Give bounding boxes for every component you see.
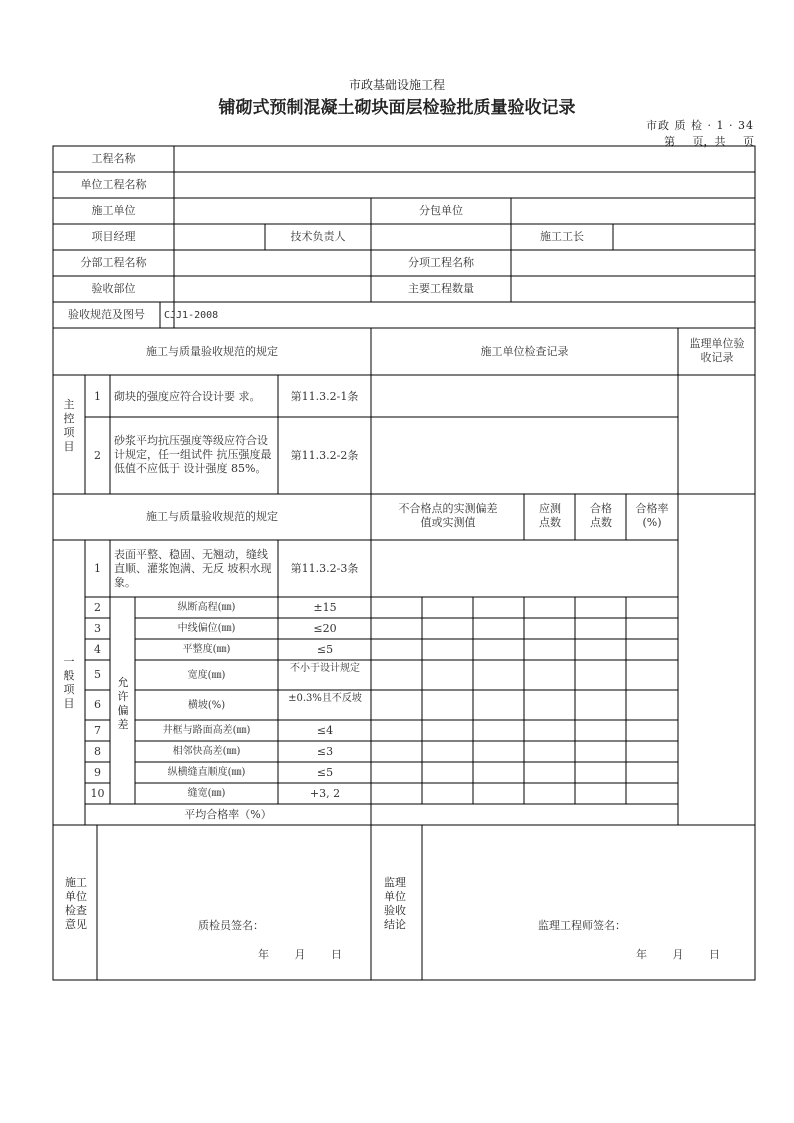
general-row-10-no: 10	[90, 786, 105, 800]
allow-deviation-label: 允许偏差	[117, 676, 129, 731]
subcontractor-label: 分包单位	[419, 204, 463, 217]
general-row-7-no: 7	[94, 723, 101, 737]
supertitle: 市政基础设施工程	[348, 78, 445, 92]
general-item-1-no: 1	[94, 562, 101, 575]
main-item-2-clause: 第11.3.2-2条	[290, 449, 359, 462]
form-code: 市政 质 检 · 1 · 34	[646, 119, 754, 132]
main-control-label: 主控项目	[63, 398, 75, 453]
supervisor-record-heading: 监理单位验收记录	[689, 337, 745, 364]
document-title: 铺砌式预制混凝土砌块面层检验批质量验收记录	[218, 98, 576, 118]
pass-points-heading: 合格点数	[590, 502, 612, 529]
contractor-opinion-label: 施工单位检查意见	[65, 876, 87, 931]
general-row-4-no: 4	[94, 642, 101, 656]
general-row-9-no: 9	[94, 765, 101, 779]
main-quantity-label: 主要工程数量	[408, 282, 474, 295]
sub-project-label: 分部工程名称	[80, 256, 147, 269]
general-row-2-name: 纵断高程(㎜)	[177, 602, 236, 613]
main-item-1-desc: 砌块的强度应符合设计要 求。	[114, 390, 261, 403]
pass-rate-heading: 合格率(%)	[635, 502, 669, 529]
general-row-8-no: 8	[94, 744, 101, 758]
general-item-1-desc: 表面平整、稳固、无翘动，缝线直顺、灌浆饱满、无反 坡积水现象。	[114, 548, 272, 589]
project-name-label: 工程名称	[91, 152, 136, 165]
average-pass-rate-label: 平均合格率（%）	[184, 808, 272, 821]
general-row-2-no: 2	[94, 600, 101, 614]
page-info: 第 页，共 页	[664, 135, 754, 148]
general-label: 一般项目	[63, 655, 75, 710]
item-project-label: 分项工程名称	[408, 256, 474, 269]
supervisor-date: 年 月 日	[636, 948, 720, 961]
general-row-5-no: 5	[94, 668, 101, 681]
main-item-2-no: 2	[94, 449, 101, 462]
spec-heading: 施工与质量验收规范的规定	[146, 345, 278, 358]
general-row-3-no: 3	[94, 621, 101, 635]
general-row-5-tolerance: 不小于设计规定	[290, 663, 360, 674]
general-row-9-tolerance: ≤5	[316, 765, 334, 779]
check-record-heading: 施工单位检查记录	[480, 345, 569, 358]
supervisor-conclusion-label: 监理单位验收结论	[384, 876, 406, 931]
standard-value: CJJ1-2008	[164, 310, 219, 321]
general-row-7-name: 井框与路面高差(㎜)	[162, 725, 251, 736]
engineer-sign-label: 监理工程师签名：	[538, 919, 626, 932]
general-row-3-tolerance: ≤20	[313, 621, 337, 635]
general-row-2-tolerance: ±15	[313, 600, 337, 614]
contractor-date: 年 月 日	[258, 948, 342, 961]
should-points-heading: 应测点数	[539, 502, 561, 529]
general-row-10-name: 缝宽(㎜)	[187, 788, 226, 799]
deviation-heading: 不合格点的实测偏差值或实测值	[398, 502, 498, 529]
general-row-6-tolerance: ±0.3%且不反坡	[288, 693, 362, 704]
general-row-8-name: 相邻快高差(㎜)	[172, 746, 241, 757]
general-row-9-name: 纵横缝直顺度(㎜)	[167, 767, 246, 778]
tech-lead-label: 技术负责人	[290, 230, 346, 243]
general-row-3-name: 中线偏位(㎜)	[177, 623, 236, 634]
unit-project-label: 单位工程名称	[80, 178, 147, 191]
main-item-1-clause: 第11.3.2-1条	[290, 390, 359, 403]
general-row-5-name: 宽度(㎜)	[187, 669, 226, 681]
general-row-7-tolerance: ≤4	[316, 723, 334, 737]
project-manager-label: 项目经理	[91, 230, 136, 243]
foreman-label: 施工工长	[540, 230, 584, 243]
general-row-4-name: 平整度(㎜)	[182, 644, 231, 655]
general-row-8-tolerance: ≤3	[316, 744, 334, 758]
general-row-6-name: 横坡(%)	[187, 699, 226, 711]
general-row-10-tolerance: +3, 2	[309, 786, 341, 800]
standard-label: 验收规范及图号	[68, 308, 145, 321]
acceptance-part-label: 验收部位	[91, 282, 136, 295]
general-item-1-clause: 第11.3.2-3条	[290, 562, 359, 575]
general-row-6-no: 6	[94, 698, 101, 711]
qc-sign-label: 质检员签名：	[198, 919, 264, 932]
main-item-2-desc: 砂浆平均抗压强度等级应符合设计规定，任一组试件 抗压强度最低值不应低于 设计强度 85%。	[114, 434, 272, 475]
general-row-4-tolerance: ≤5	[316, 642, 334, 656]
main-item-1-no: 1	[94, 390, 101, 403]
spec-heading-2: 施工与质量验收规范的规定	[146, 510, 278, 523]
contractor-label: 施工单位	[91, 204, 136, 217]
